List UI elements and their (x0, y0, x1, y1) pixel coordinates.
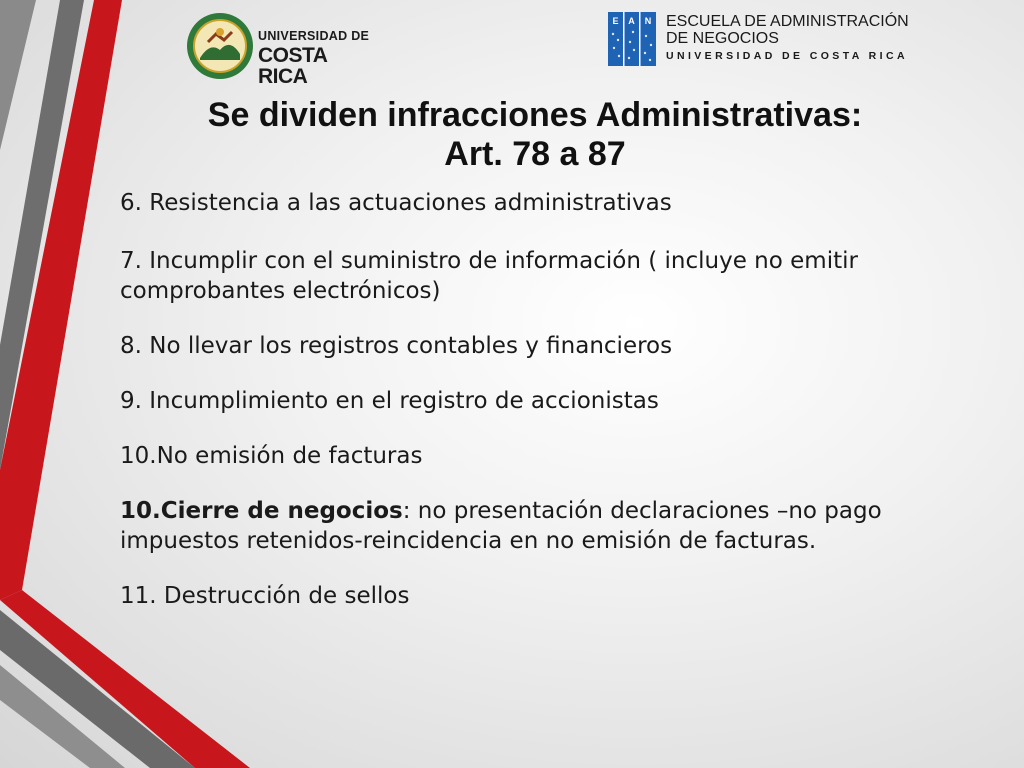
list-item-text: 9. Incumplimiento en el registro de accionistas (120, 388, 659, 414)
list-item (120, 441, 980, 471)
slide-title (110, 96, 960, 174)
ucr-wordmark (258, 30, 376, 87)
ean-mark-n: N (644, 16, 652, 26)
slide-title-line1: Se dividen infracciones Administrativas: (207, 96, 863, 134)
university-seal-icon (186, 12, 254, 80)
list-item-text: : no presentación declaraciones –no pago impuestos retenidos-reincidencia en no emisión de facturas. (120, 498, 882, 554)
list-item-text: 11. Destrucción de sellos (120, 583, 410, 609)
list-item-text: 8. No llevar los registros contables y financieros (120, 333, 673, 359)
ean-mark-icon (608, 12, 656, 66)
ean-wordmark (666, 13, 909, 62)
list-item (120, 581, 980, 611)
list-item (120, 246, 980, 306)
slide-title-line2: Art. 78 a 87 (444, 135, 626, 173)
list-item-text: 7. Incumplir con el suministro de información ( incluye no emitir comprobantes electrónicos) (120, 248, 858, 304)
list-item (120, 331, 980, 361)
list-item-text: 10.No emisión de facturas (120, 443, 423, 469)
ucr-logo (186, 12, 376, 88)
ean-line1: ESCUELA DE ADMINISTRACIÓN (666, 13, 909, 30)
list-item (120, 496, 980, 556)
list-item (120, 386, 980, 416)
infractions-list (120, 188, 980, 639)
ucr-line1: UNIVERSIDAD DE (258, 29, 370, 43)
gray-stripe-left (0, 0, 36, 150)
ean-line2: DE NEGOCIOS (666, 30, 779, 47)
ean-logo (608, 12, 938, 72)
list-item-bold: 10.Cierre de negocios (120, 498, 403, 524)
ean-line3: UNIVERSIDAD DE COSTA RICA (666, 50, 908, 62)
ucr-line2: COSTA RICA (258, 43, 327, 88)
ean-mark-e: E (612, 16, 619, 26)
ean-mark-a: A (628, 16, 635, 26)
list-item-text: 6. Resistencia a las actuaciones administrativas (120, 190, 672, 216)
list-item (120, 188, 980, 218)
